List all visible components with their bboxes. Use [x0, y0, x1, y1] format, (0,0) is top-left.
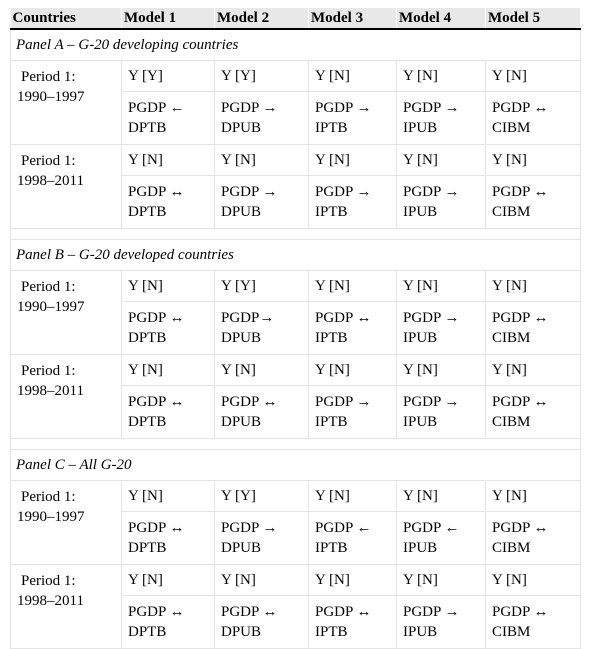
causality-direction: PGDP ↔ — [492, 604, 549, 620]
causality-direction: PGDP ↔ — [315, 310, 372, 326]
causality-direction: PGDP ↔ — [128, 520, 185, 536]
panel-row — [11, 29, 581, 61]
causality-variable: IPTB — [315, 120, 348, 136]
causality-variable: IPUB — [403, 624, 438, 640]
causality-cell — [215, 512, 309, 565]
causality-cell — [309, 176, 397, 229]
panel-row — [11, 240, 581, 271]
causality-direction: PGDP ↔ — [128, 184, 185, 200]
granger-test-cell: Y [N] — [309, 565, 397, 596]
granger-test-cell: Y [Y] — [215, 61, 309, 92]
causality-cell — [122, 92, 215, 145]
table-body — [11, 29, 581, 649]
causality-variable: DPTB — [128, 540, 167, 556]
period-label — [11, 61, 122, 145]
spacer-cell — [11, 229, 581, 240]
causality-variable: DPUB — [221, 540, 262, 556]
causality-direction: PGDP ↔ — [492, 394, 549, 410]
causality-cell — [215, 386, 309, 439]
causality-variable: CIBM — [492, 330, 531, 346]
period-label-line2: 1998–2011 — [17, 173, 84, 189]
period-label-line2: 1990–1997 — [17, 509, 85, 525]
panel-title: Panel A – G-20 developing countries — [11, 29, 581, 61]
causality-direction: PGDP → — [403, 184, 460, 200]
granger-test-cell: Y [N] — [122, 145, 215, 176]
causality-cell — [122, 596, 215, 649]
causality-direction: PGDP → — [221, 520, 278, 536]
granger-test-cell: Y [N] — [309, 61, 397, 92]
header-row — [11, 8, 581, 29]
granger-test-cell: Y [N] — [397, 145, 486, 176]
panel-title: Panel C – All G-20 — [11, 450, 581, 481]
causality-cell — [486, 302, 581, 355]
causality-cell — [309, 92, 397, 145]
results-table — [10, 8, 581, 649]
period-label-line1: Period 1: — [21, 489, 76, 505]
causality-cell — [215, 596, 309, 649]
granger-test-cell: Y [N] — [486, 355, 581, 386]
causality-variable: DPTB — [128, 204, 167, 220]
granger-test-cell: Y [N] — [215, 355, 309, 386]
causality-direction: PGDP ↔ — [492, 520, 549, 536]
causality-cell — [397, 512, 486, 565]
causality-variable: IPUB — [403, 414, 438, 430]
causality-variable: CIBM — [492, 540, 531, 556]
causality-variable: CIBM — [492, 414, 531, 430]
causality-variable: CIBM — [492, 204, 531, 220]
table-row — [11, 145, 581, 176]
causality-direction: PGDP ← — [315, 520, 372, 536]
causality-cell — [397, 92, 486, 145]
causality-direction: PGDP ↔ — [221, 394, 278, 410]
granger-test-cell: Y [N] — [122, 565, 215, 596]
causality-cell — [215, 92, 309, 145]
causality-variable: IPTB — [315, 414, 348, 430]
causality-cell — [397, 302, 486, 355]
causality-variable: IPUB — [403, 120, 438, 136]
causality-cell — [309, 596, 397, 649]
causality-variable: IPTB — [315, 330, 348, 346]
causality-variable: IPUB — [403, 204, 438, 220]
granger-test-cell: Y [N] — [122, 481, 215, 512]
causality-direction: PGDP ↔ — [128, 394, 185, 410]
spacer-cell — [11, 439, 581, 450]
spacer-row — [11, 229, 581, 240]
causality-direction: PGDP → — [315, 394, 372, 410]
granger-test-cell: Y [N] — [309, 271, 397, 302]
granger-test-cell: Y [N] — [309, 481, 397, 512]
panel-title: Panel B – G-20 developed countries — [11, 240, 581, 271]
granger-test-cell: Y [N] — [486, 565, 581, 596]
period-label — [11, 145, 122, 229]
causality-variable: DPUB — [221, 414, 262, 430]
spacer-row — [11, 439, 581, 450]
causality-direction: PGDP ↔ — [492, 310, 549, 326]
causality-variable: IPTB — [315, 204, 348, 220]
period-label-line1: Period 1: — [21, 363, 76, 379]
period-label-line2: 1998–2011 — [17, 593, 84, 609]
period-label-line1: Period 1: — [21, 573, 76, 589]
causality-cell — [122, 176, 215, 229]
granger-test-cell: Y [N] — [397, 565, 486, 596]
granger-test-cell: Y [N] — [397, 61, 486, 92]
granger-test-cell: Y [N] — [309, 145, 397, 176]
causality-variable: IPTB — [315, 540, 348, 556]
period-label-line1: Period 1: — [21, 153, 76, 169]
granger-test-cell: Y [N] — [397, 355, 486, 386]
header-countries: Countries — [11, 8, 122, 29]
causality-cell — [309, 386, 397, 439]
causality-variable: IPUB — [403, 540, 438, 556]
period-label — [11, 271, 122, 355]
period-label-line1: Period 1: — [21, 69, 76, 85]
header-model-2: Model 2 — [215, 8, 309, 29]
causality-cell — [397, 386, 486, 439]
causality-variable: IPUB — [403, 330, 438, 346]
table-row — [11, 565, 581, 596]
granger-test-cell: Y [Y] — [215, 271, 309, 302]
causality-direction: PGDP ↔ — [128, 604, 185, 620]
causality-direction: PGDP ↔ — [221, 604, 278, 620]
causality-variable: DPUB — [221, 120, 262, 136]
causality-direction: PGDP → — [403, 394, 460, 410]
causality-cell — [397, 596, 486, 649]
causality-direction: PGDP → — [403, 100, 460, 116]
causality-direction: PGDP ↔ — [315, 604, 372, 620]
causality-variable: CIBM — [492, 624, 531, 640]
header-model-3: Model 3 — [309, 8, 397, 29]
period-label — [11, 355, 122, 439]
granger-test-cell: Y [N] — [486, 61, 581, 92]
causality-variable: DPTB — [128, 624, 167, 640]
granger-test-cell: Y [N] — [309, 355, 397, 386]
causality-direction: PGDP → — [315, 184, 372, 200]
period-label-line1: Period 1: — [21, 279, 76, 295]
causality-cell — [122, 512, 215, 565]
causality-direction: PGDP ↔ — [128, 310, 185, 326]
causality-direction: PGDP → — [221, 100, 278, 116]
causality-variable: DPUB — [221, 330, 262, 346]
causality-cell — [122, 302, 215, 355]
granger-test-cell: Y [N] — [486, 145, 581, 176]
period-label-line2: 1998–2011 — [17, 383, 84, 399]
causality-variable: DPTB — [128, 330, 167, 346]
causality-cell — [215, 176, 309, 229]
causality-cell — [486, 512, 581, 565]
table-row — [11, 355, 581, 386]
causality-direction: PGDP ← — [403, 520, 460, 536]
granger-test-cell: Y [Y] — [215, 481, 309, 512]
causality-variable: IPTB — [315, 624, 348, 640]
causality-direction: PGDP ← — [128, 100, 185, 116]
granger-test-cell: Y [N] — [486, 271, 581, 302]
causality-direction: PGDP → — [221, 184, 278, 200]
header-model-1: Model 1 — [122, 8, 215, 29]
granger-test-cell: Y [N] — [122, 271, 215, 302]
granger-test-cell: Y [N] — [486, 481, 581, 512]
causality-variable: DPUB — [221, 204, 262, 220]
table-row — [11, 61, 581, 92]
granger-test-cell: Y [N] — [397, 271, 486, 302]
causality-direction: PGDP→ — [221, 310, 275, 326]
panel-row — [11, 450, 581, 481]
causality-variable: DPUB — [221, 624, 262, 640]
table-row — [11, 271, 581, 302]
causality-cell — [486, 596, 581, 649]
causality-cell — [397, 176, 486, 229]
causality-cell — [215, 302, 309, 355]
header-model-5: Model 5 — [486, 8, 581, 29]
causality-cell — [309, 512, 397, 565]
causality-direction: PGDP → — [403, 604, 460, 620]
causality-variable: CIBM — [492, 120, 531, 136]
causality-variable: DPTB — [128, 120, 167, 136]
period-label — [11, 481, 122, 565]
causality-cell — [486, 386, 581, 439]
granger-test-cell: Y [N] — [397, 481, 486, 512]
granger-test-cell: Y [N] — [215, 145, 309, 176]
causality-direction: PGDP → — [315, 100, 372, 116]
causality-cell — [122, 386, 215, 439]
table-row — [11, 481, 581, 512]
causality-cell — [309, 302, 397, 355]
header-model-4: Model 4 — [397, 8, 486, 29]
causality-direction: PGDP ↔ — [492, 184, 549, 200]
period-label-line2: 1990–1997 — [17, 89, 85, 105]
causality-variable: DPTB — [128, 414, 167, 430]
period-label-line2: 1990–1997 — [17, 299, 85, 315]
granger-test-cell: Y [Y] — [122, 61, 215, 92]
causality-cell — [486, 176, 581, 229]
granger-test-cell: Y [N] — [122, 355, 215, 386]
causality-direction: PGDP → — [403, 310, 460, 326]
causality-direction: PGDP ↔ — [492, 100, 549, 116]
causality-cell — [486, 92, 581, 145]
granger-test-cell: Y [N] — [215, 565, 309, 596]
period-label — [11, 565, 122, 649]
